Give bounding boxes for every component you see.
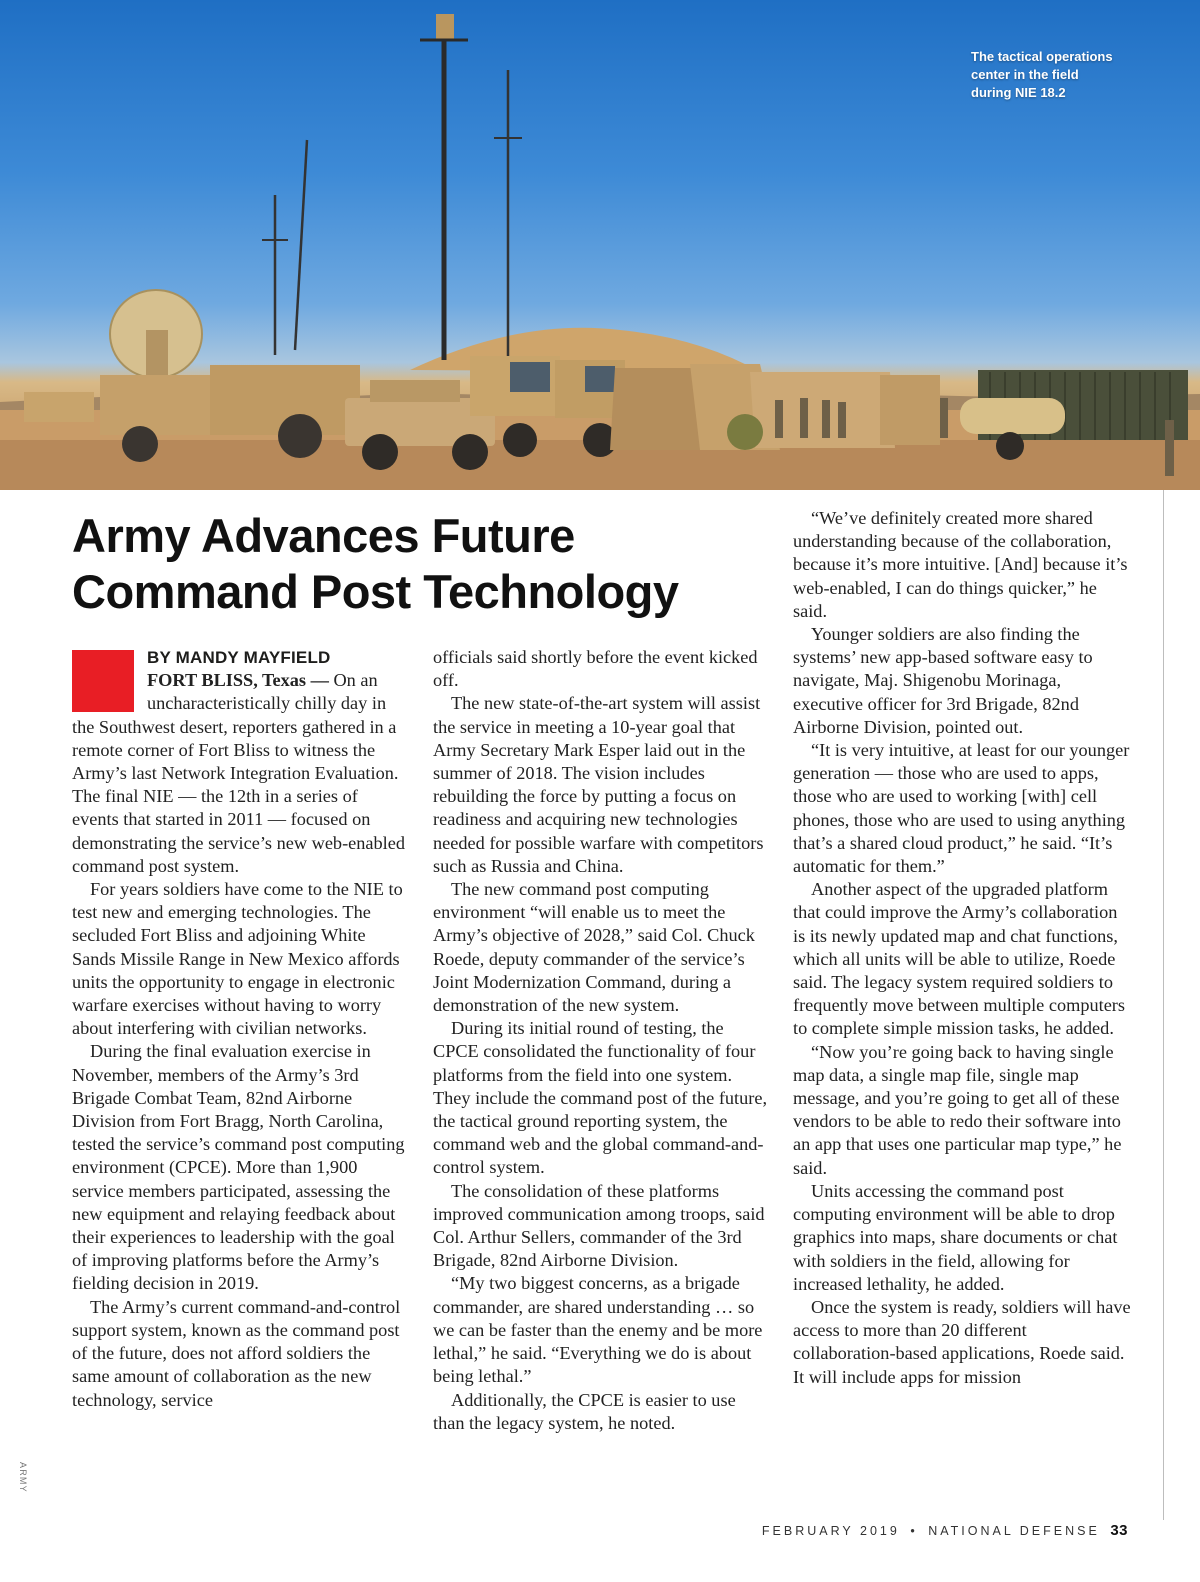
paragraph: “It is very intuitive, at least for our younger generation — those who are used to apps, those who are used to working [with] cell phones, those who are used to using anything that’s a shared cloud product,” he said. “It’s automatic for them.” [793,740,1130,877]
headline-line: Command Post Technology [72,565,679,618]
photo-caption-line: center in the field [971,67,1079,82]
paragraph-text: On an uncharacteristically chilly day in the Southwest desert, reporters gathered in a remote corner of Fort Bliss to witness the Army’s last Network Integration Evaluation. The final NIE — the 12th in a series of events that started in 2011 — focused on demonstrating the service’s new web-enabled command post system. [72,670,406,876]
paragraph: For years soldiers have come to the NIE to test new and emerging technologies. The secluded Fort Bliss and adjoining White Sands Missile Range in New Mexico affords units the opportunity to engage in electronic warfare exercises without having to worry about interfering with civilian networks. [72,879,403,1039]
paragraph: “Now you’re going back to having single map data, a single map file, single map message, and you’re going to get all of these vendors to be able to redo their software into an app that uses one particular map type,” he said. [793,1041,1122,1178]
photo-caption [971,48,1161,102]
paragraph: During its initial round of testing, the CPCE consolidated the functionality of four platforms from the field into one system. They include the command post of the future, the tactical ground reporting system, the command web and the global command-and-control system. [433,1018,768,1178]
footer-separator: • [910,1524,918,1538]
photo-caption-line: during NIE 18.2 [971,85,1066,100]
paragraph: The new state-of-the-art system will assist the service in meeting a 10-year goal that Army Secretary Mark Esper laid out in the summer of 2018. The vision includes rebuilding the force by putting a focus on readiness and acquiring new technologies needed for possible warfare with competitors such as Russia and China. [433,693,764,876]
paragraph: Another aspect of the upgraded platform that could improve the Army’s collaboration is its newly updated map and chat functions, which all units will be able to utilize, Roede said. The legacy system required soldiers to frequently move between multiple computers to complete simple mission tasks, he added. [793,879,1126,1039]
article-headline [72,508,712,620]
footer-publication: NATIONAL DEFENSE [928,1524,1100,1538]
article-column-1 [72,646,407,1412]
paragraph: During the final evaluation exercise in November, members of the Army’s 3rd Brigade Combat Team, 82nd Airborne Division from Fort Bragg, North Carolina, tested the service’s command post computing environment (CPCE). More than 1,900 service members participated, assessing the new equipment and relaying feedback about their experiences to leadership with the goal of improving platforms before the Army’s fielding decision in 2019. [72,1041,405,1294]
paragraph: The Army’s current command-and-control support system, known as the command post of the future, does not afford soldiers the same amount of collaboration as the new technology, service [72,1296,401,1410]
paragraph: Once the system is ready, soldiers will have access to more than 20 different collaboration-based applications, Roede said. It will include apps for mission [793,1296,1131,1387]
dateline: FORT BLISS, Texas — [147,670,329,691]
page-number: 33 [1110,1522,1128,1539]
page-footer [762,1522,1128,1539]
paragraph: The new command post computing environment “will enable us to meet the Army’s objective of 2028,” said Col. Chuck Roede, deputy commander of the service’s Joint Modernization Command, during a demonstration of the new system. [433,879,755,1016]
paragraph: Additionally, the CPCE is easier to use than the legacy system, he noted. [433,1389,736,1433]
article-column-2 [433,646,768,1435]
photo-caption-line: The tactical operations [971,49,1113,64]
headline-line: Army Advances Future [72,509,575,562]
hero-photo [0,0,1200,490]
paragraph: Units accessing the command post computing environment will be able to drop graphics into maps, share documents or chat with soldiers in the field, allowing for increased lethality, he added. [793,1180,1118,1294]
article-column-3 [793,507,1131,1389]
paragraph: Younger soldiers are also finding the systems’ new app-based software easy to navigate, Maj. Shigenobu Morinaga, executive officer for 3rd Brigade, 82nd Airborne Division, pointed out. [793,624,1093,737]
paragraph: The consolidation of these platforms improved communication among troops, said Col. Arthur Sellers, commander of the 3rd Brigade, 82nd Airborne Division. [433,1180,765,1271]
photo-credit: ARMY [18,1462,28,1493]
footer-date: FEBRUARY 2019 [761,1524,900,1538]
red-drop-square [72,650,134,712]
paragraph: “My two biggest concerns, as a brigade commander, are shared understanding … so we can be faster than the enemy and be more lethal,” he said. “Everything we do is about being lethal.” [433,1273,763,1387]
right-margin-rule [1163,490,1164,1520]
paragraph: officials said shortly before the event kicked off. [433,647,758,691]
paragraph: “We’ve definitely created more shared understanding because of the collaboration, because it’s more intuitive. [And] because it’s web-enabled, I can do things quicker,” he said. [793,508,1128,621]
byline: BY MANDY MAYFIELD [147,648,331,667]
